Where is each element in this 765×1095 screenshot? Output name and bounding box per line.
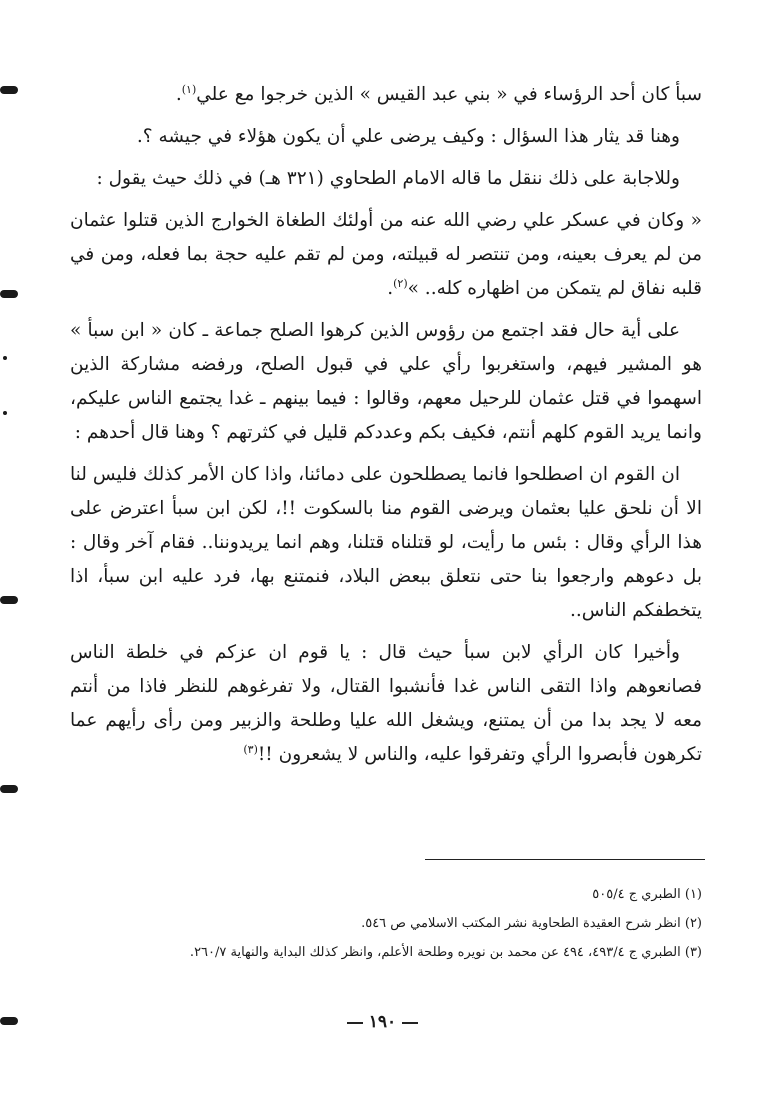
paragraph-tail: . [387, 278, 394, 299]
paragraph-1 [70, 78, 702, 112]
paragraph-text: وللاجابة على ذلك ننقل ما قاله الامام الطحاوي (٣٢١ هـ) في ذلك حيث يقول : [96, 168, 680, 189]
binding-dot [3, 411, 7, 415]
paragraph-3 [70, 162, 702, 196]
paragraph-text: سبأ كان أحد الرؤساء في « بني عبد القيس » الذين خرجوا مع علي [196, 84, 702, 105]
paragraph-tail: . [175, 84, 182, 105]
dash-decoration [347, 1022, 363, 1024]
footnote-ref: (١) [181, 82, 197, 96]
binding-mark [0, 290, 18, 298]
footnote-1: (١) الطبري ج ٥٠٥/٤ [592, 887, 702, 902]
paragraph-text: وهنا قد يثار هذا السؤال : وكيف يرضى علي أن يكون هؤلاء في جيشه ؟. [136, 126, 680, 147]
page-number-text: ١٩٠ [368, 1012, 397, 1032]
binding-mark [0, 86, 18, 94]
footnote-ref: (٢) [393, 276, 408, 290]
footnote-2: (٢) انظر شرح العقيدة الطحاوية نشر المكتب الاسلامي ص ٥٤٦. [361, 916, 702, 931]
paragraph-text: ان القوم ان اصطلحوا فانما يصطلحون على دمائنا، واذا كان الأمر كذلك فليس لنا الا أن نلحق عليا بعثمان ويرضى القوم منا بالسكوت !!، لكن ابن سبأ اعترض على هذا الرأي وقال : بئس ما رأيت، لو قتلناه قتلنا، وهم انما يريدوننا.. فقام آخر وقال : بل دعوهم وارجعوا بنا حتى نتعلق ببعض البلاد، فنمتنع بها، فرد عليه ابن سبأ، اذا يتخطفكم الناس.. [70, 464, 702, 621]
paragraph-text: « وكان في عسكر علي رضي الله عنه من أولئك الطغاة الخوارج الذين قتلوا عثمان من لم يعرف بعينه، ومن تنتصر له قبيلته، ومن لم تقم عليه حجة بما فعله، ومن في قلبه نفاق لم يتمكن من اظهاره كله.. » [70, 210, 702, 299]
page-number [0, 1012, 765, 1032]
quote-paragraph [70, 204, 702, 306]
paragraph-7 [70, 636, 702, 772]
paragraph-2 [70, 120, 702, 154]
paragraph-text: وأخيرا كان الرأي لابن سبأ حيث قال : يا قوم ان عزكم في خلطة الناس فصانعوهم واذا التقى الناس غدا فأنشبوا القتال، ولا تفرغوهم للنظر فاذا من أنتم معه لا يجد بدا من أن يمتنع، ويشغل الله عليا وطلحة والزبير ومن رأى رأيهم عما تكرهون فأبصروا الرأي وتفرقوا عليه، والناس لا يشعرون !! [70, 642, 702, 765]
paragraph-5 [70, 314, 702, 450]
footnote-3: (٣) الطبري ج ٤٩٣/٤، ٤٩٤ عن محمد بن نويره وطلحة الأعلم، وانظر كذلك البداية والنهاية ٢٦٠/٧. [189, 945, 702, 960]
paragraph-6 [70, 458, 702, 628]
dash-decoration [402, 1022, 418, 1024]
footnote-ref: (٣) [243, 742, 258, 756]
paragraph-text: على أية حال فقد اجتمع من رؤوس الذين كرهوا الصلح جماعة ـ كان « ابن سبأ » هو المشير فيهم، واستغربوا رأي علي في قبول الصلح، ورفضه مشاركة الذين اسهموا في قتل عثمان للرحيل معهم، وقالوا : فيما بينهم ـ غدا يجتمع الناس عليكم، وانما يريد القوم كلهم أنتم، فكيف بكم وعددكم قليل في كثرتهم ؟ وهنا قال أحدهم : [70, 320, 702, 443]
footnote-divider [425, 859, 705, 860]
binding-mark [0, 596, 18, 604]
binding-dot [3, 356, 7, 360]
binding-mark [0, 785, 18, 793]
body-text [70, 78, 702, 772]
footnotes [120, 880, 702, 967]
